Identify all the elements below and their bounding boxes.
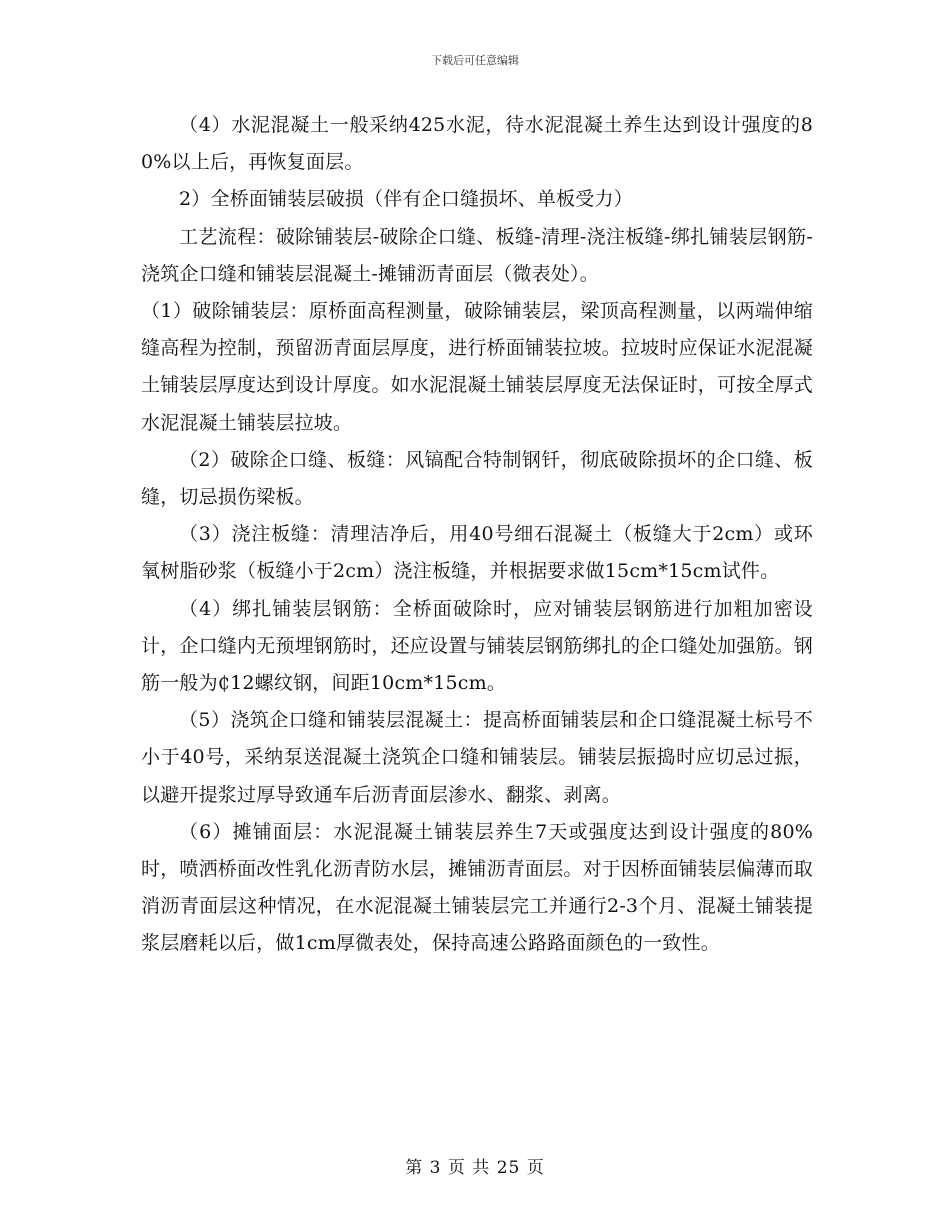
paragraph-step-3: （3）浇注板缝：清理洁净后，用40号细石混凝土（板缝大于2cm）或环氧树脂砂浆（板缝小于2cm）浇注板缝，并根据要求做15cm*15cm试件。 <box>141 523 813 583</box>
paragraph-step-6: （6）摊铺面层：水泥混凝土铺装层养生7天或强度达到设计强度的80%时，喷洒桥面改性乳化沥青防水层，摊铺沥青面层。对于因桥面铺装层偏薄而取消沥青面层这种情况，在水泥混凝土铺装层完工并通行2-3个月、混凝土铺装提浆层磨耗以后，做1cm厚微表处，保持高速公路路面颜色的一致性。 <box>141 820 814 955</box>
paragraph-step-4: （4）绑扎铺装层钢筋：全桥面破除时，应对铺装层钢筋进行加粗加密设计，企口缝内无预埋钢筋时，还应设置与铺装层钢筋绑扎的企口缝处加强筋。钢筋一般为₵12螺纹钢，间距10cm*15cm。 <box>141 597 814 695</box>
page-number-footer: 第 3 页 共 25 页 <box>405 1158 545 1178</box>
paragraph-step-2: （2）破除企口缝、板缝：风镐配合特制钢钎，彻底破除损坏的企口缝、板缝，切忌损伤梁板。 <box>141 448 813 509</box>
paragraph-section-heading: 2）全桥面铺装层破损（伴有企口缝损坏、单板受力） <box>179 188 633 211</box>
paragraph-process-flow: 工艺流程：破除铺装层-破除企口缝、板缝-清理-浇注板缝-绑扎铺装层钢筋-浇筑企口缝和铺装层混凝土-摊铺沥青面层（微表处）。 <box>141 225 813 285</box>
paragraph-step-1: （1）破除铺装层：原桥面高程测量，破除铺装层，梁顶高程测量，以两端伸缩缝高程为控制，预留沥青面层厚度，进行桥面铺装拉坡。拉坡时应保证水泥混凝土铺装层厚度达到设计厚度。如水泥混凝土铺装层厚度无法保证时，可按全厚式水泥混凝土铺装层拉坡。 <box>141 300 814 434</box>
page-header: 下载后可任意编辑 <box>431 54 519 67</box>
paragraph-cement-grade: （4）水泥混凝土一般采纳425水泥，待水泥混凝土养生达到设计强度的80%以上后，再恢复面层。 <box>141 114 813 174</box>
paragraph-step-5: （5）浇筑企口缝和铺装层混凝土：提高桥面铺装层和企口缝混凝土标号不小于40号，采纳泵送混凝土浇筑企口缝和铺装层。铺装层振捣时应切忌过振，以避开提浆过厚导致通车后沥青面层渗水、翻浆、剥离。 <box>141 709 813 806</box>
document-body <box>141 107 813 963</box>
